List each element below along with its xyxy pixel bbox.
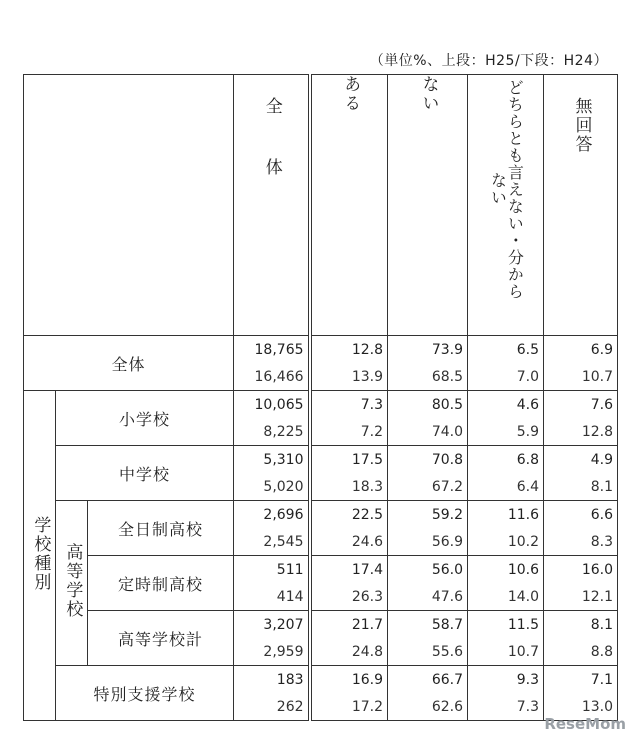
header-aru-label: ある [340,75,361,113]
row-label: 高等学校計 [88,611,234,666]
mukaitou-cell: 8.1 [544,611,618,639]
dochira-cell: 6.4 [468,473,544,501]
dochira-cell: 9.3 [468,666,544,694]
aru-cell: 24.8 [310,638,388,666]
mukaitou-cell: 8.1 [544,473,618,501]
aru-cell: 17.2 [310,693,388,721]
dochira-cell: 10.7 [468,638,544,666]
mukaitou-cell: 16.0 [544,556,618,584]
aru-cell: 26.3 [310,583,388,611]
header-aru [310,75,388,336]
school-type-text: 学校種別 [30,515,51,592]
mukaitou-cell: 7.6 [544,391,618,419]
survey-table [23,74,618,721]
nai-cell: 55.6 [388,638,468,666]
nai-cell: 73.9 [388,336,468,364]
header-row [24,75,618,336]
header-mukaitou-label: 無回答 [571,97,592,154]
dochira-cell: 7.3 [468,693,544,721]
dochira-cell: 10.2 [468,528,544,556]
total-cell: 5,310 [234,446,310,474]
header-nai-label: ない [418,75,439,113]
row-label: 小学校 [56,391,234,446]
table-row [24,501,618,529]
high-school-label [56,501,88,666]
total-cell: 511 [234,556,310,584]
aru-cell: 24.6 [310,528,388,556]
mukaitou-cell: 6.9 [544,336,618,364]
nai-cell: 56.9 [388,528,468,556]
aru-cell: 16.9 [310,666,388,694]
row-label: 特別支援学校 [56,666,234,721]
aru-cell: 7.3 [310,391,388,419]
mukaitou-cell: 7.1 [544,666,618,694]
nai-cell: 74.0 [388,418,468,446]
header-dochira [468,75,544,336]
school-type-label [24,391,56,721]
nai-cell: 66.7 [388,666,468,694]
mukaitou-cell: 6.6 [544,501,618,529]
nai-cell: 47.6 [388,583,468,611]
header-corner [24,75,234,336]
dochira-cell: 11.5 [468,611,544,639]
header-total [234,75,310,336]
dochira-cell: 10.6 [468,556,544,584]
row-label: 全日制高校 [88,501,234,556]
nai-cell: 56.0 [388,556,468,584]
total-cell: 16,466 [234,363,310,391]
nai-cell: 80.5 [388,391,468,419]
header-dochira-label: どちらとも言えない・分からない [488,78,525,300]
aru-cell: 13.9 [310,363,388,391]
aru-cell: 22.5 [310,501,388,529]
row-label: 中学校 [56,446,234,501]
header-nai [388,75,468,336]
dochira-cell: 6.8 [468,446,544,474]
total-cell: 2,696 [234,501,310,529]
nai-cell: 59.2 [388,501,468,529]
dochira-cell: 11.6 [468,501,544,529]
dochira-cell: 14.0 [468,583,544,611]
mukaitou-cell: 10.7 [544,363,618,391]
nai-cell: 67.2 [388,473,468,501]
table-row [24,446,618,474]
aru-cell: 21.7 [310,611,388,639]
aru-cell: 12.8 [310,336,388,364]
unit-note: （単位%、上段：H25/下段：H24） [369,53,608,69]
table-row [24,611,618,639]
high-school-text: 高等学校 [62,543,83,619]
dochira-cell: 5.9 [468,418,544,446]
nai-cell: 58.7 [388,611,468,639]
row-label: 全体 [24,336,234,391]
mukaitou-cell: 4.9 [544,446,618,474]
resemom-watermark-logo: ReseMom [544,715,626,733]
mukaitou-cell: 8.8 [544,638,618,666]
mukaitou-cell: 12.8 [544,418,618,446]
total-cell: 183 [234,666,310,694]
mukaitou-cell: 8.3 [544,528,618,556]
row-label: 定時制高校 [88,556,234,611]
aru-cell: 7.2 [310,418,388,446]
aru-cell: 17.5 [310,446,388,474]
aru-cell: 17.4 [310,556,388,584]
total-cell: 8,225 [234,418,310,446]
header-total-label: 全体 [261,97,282,219]
total-cell: 262 [234,693,310,721]
total-cell: 5,020 [234,473,310,501]
table-row [24,556,618,584]
nai-cell: 70.8 [388,446,468,474]
total-cell: 3,207 [234,611,310,639]
nai-cell: 68.5 [388,363,468,391]
total-cell: 10,065 [234,391,310,419]
dochira-cell: 6.5 [468,336,544,364]
dochira-cell: 4.6 [468,391,544,419]
table-row [24,391,618,419]
total-cell: 2,545 [234,528,310,556]
nai-cell: 62.6 [388,693,468,721]
total-cell: 18,765 [234,336,310,364]
dochira-cell: 7.0 [468,363,544,391]
total-cell: 2,959 [234,638,310,666]
aru-cell: 18.3 [310,473,388,501]
mukaitou-cell: 12.1 [544,583,618,611]
table-row [24,336,618,364]
table-row [24,666,618,694]
header-mukaitou [544,75,618,336]
mukaitou-cell: 13.0 [544,693,618,721]
total-cell: 414 [234,583,310,611]
